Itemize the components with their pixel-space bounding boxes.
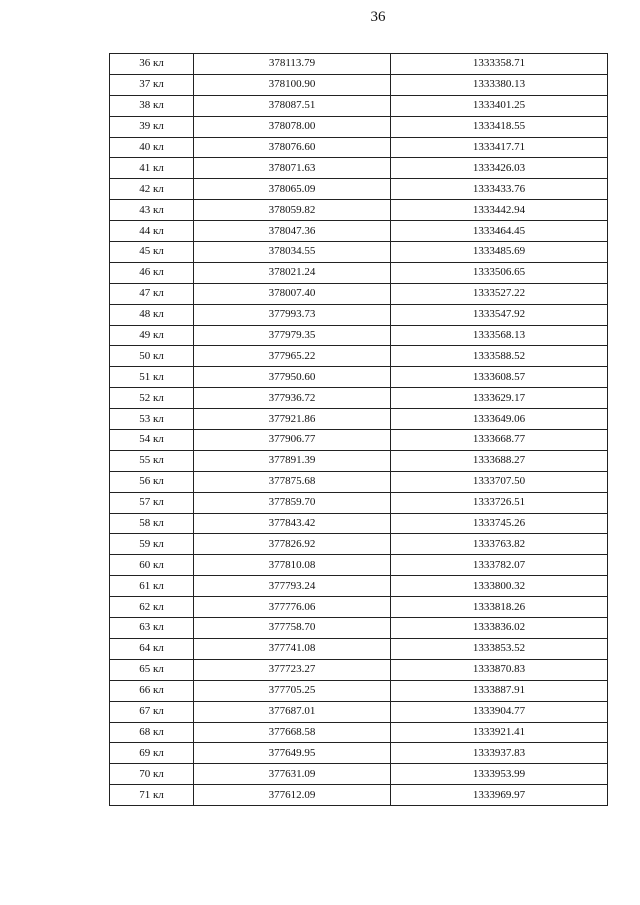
table-row <box>110 95 608 116</box>
point-cell: 47 кл <box>110 283 194 304</box>
x-coordinate-cell: 377723.27 <box>194 659 391 680</box>
table-row <box>110 659 608 680</box>
point-cell: 57 кл <box>110 492 194 513</box>
x-coordinate-cell: 377705.25 <box>194 680 391 701</box>
x-coordinate-cell: 377843.42 <box>194 513 391 534</box>
y-coordinate-cell: 1333380.13 <box>391 74 608 95</box>
point-cell: 55 кл <box>110 450 194 471</box>
table-row <box>110 576 608 597</box>
point-cell: 43 кл <box>110 200 194 221</box>
table-row <box>110 618 608 639</box>
y-coordinate-cell: 1333887.91 <box>391 680 608 701</box>
x-coordinate-cell: 378021.24 <box>194 262 391 283</box>
x-coordinate-cell: 377668.58 <box>194 722 391 743</box>
table-row <box>110 513 608 534</box>
table-row <box>110 534 608 555</box>
y-coordinate-cell: 1333485.69 <box>391 242 608 263</box>
y-coordinate-cell: 1333726.51 <box>391 492 608 513</box>
table-row <box>110 785 608 806</box>
point-cell: 53 кл <box>110 409 194 430</box>
y-coordinate-cell: 1333782.07 <box>391 555 608 576</box>
x-coordinate-cell: 377965.22 <box>194 346 391 367</box>
point-cell: 45 кл <box>110 242 194 263</box>
point-cell: 62 кл <box>110 597 194 618</box>
x-coordinate-cell: 378087.51 <box>194 95 391 116</box>
point-cell: 46 кл <box>110 262 194 283</box>
table-row <box>110 597 608 618</box>
table-row <box>110 283 608 304</box>
y-coordinate-cell: 1333688.27 <box>391 450 608 471</box>
y-coordinate-cell: 1333921.41 <box>391 722 608 743</box>
y-coordinate-cell: 1333818.26 <box>391 597 608 618</box>
y-coordinate-cell: 1333649.06 <box>391 409 608 430</box>
table-row <box>110 74 608 95</box>
point-cell: 39 кл <box>110 116 194 137</box>
table-row <box>110 638 608 659</box>
point-cell: 59 кл <box>110 534 194 555</box>
y-coordinate-cell: 1333547.92 <box>391 304 608 325</box>
table-row <box>110 262 608 283</box>
y-coordinate-cell: 1333707.50 <box>391 471 608 492</box>
x-coordinate-cell: 378076.60 <box>194 137 391 158</box>
point-cell: 69 кл <box>110 743 194 764</box>
y-coordinate-cell: 1333904.77 <box>391 701 608 722</box>
x-coordinate-cell: 377631.09 <box>194 764 391 785</box>
x-coordinate-cell: 378034.55 <box>194 242 391 263</box>
point-cell: 51 кл <box>110 367 194 388</box>
x-coordinate-cell: 378065.09 <box>194 179 391 200</box>
point-cell: 40 кл <box>110 137 194 158</box>
x-coordinate-cell: 377826.92 <box>194 534 391 555</box>
table-row <box>110 242 608 263</box>
y-coordinate-cell: 1333433.76 <box>391 179 608 200</box>
table-row <box>110 116 608 137</box>
x-coordinate-cell: 377891.39 <box>194 450 391 471</box>
y-coordinate-cell: 1333969.97 <box>391 785 608 806</box>
point-cell: 52 кл <box>110 388 194 409</box>
y-coordinate-cell: 1333417.71 <box>391 137 608 158</box>
point-cell: 61 кл <box>110 576 194 597</box>
point-cell: 67 кл <box>110 701 194 722</box>
point-cell: 42 кл <box>110 179 194 200</box>
table-row <box>110 701 608 722</box>
table-row <box>110 325 608 346</box>
x-coordinate-cell: 377875.68 <box>194 471 391 492</box>
y-coordinate-cell: 1333836.02 <box>391 618 608 639</box>
page-number: 36 <box>370 9 386 25</box>
x-coordinate-cell: 378007.40 <box>194 283 391 304</box>
x-coordinate-cell: 377612.09 <box>194 785 391 806</box>
table-row <box>110 346 608 367</box>
y-coordinate-cell: 1333870.83 <box>391 659 608 680</box>
y-coordinate-cell: 1333629.17 <box>391 388 608 409</box>
table-row <box>110 492 608 513</box>
y-coordinate-cell: 1333506.65 <box>391 262 608 283</box>
point-cell: 41 кл <box>110 158 194 179</box>
table-row <box>110 367 608 388</box>
point-cell: 58 кл <box>110 513 194 534</box>
table-row <box>110 54 608 75</box>
y-coordinate-cell: 1333358.71 <box>391 54 608 75</box>
table-row <box>110 137 608 158</box>
x-coordinate-cell: 377859.70 <box>194 492 391 513</box>
y-coordinate-cell: 1333464.45 <box>391 221 608 242</box>
point-cell: 60 кл <box>110 555 194 576</box>
point-cell: 64 кл <box>110 638 194 659</box>
table-row <box>110 555 608 576</box>
point-cell: 65 кл <box>110 659 194 680</box>
x-coordinate-cell: 378078.00 <box>194 116 391 137</box>
table-row <box>110 409 608 430</box>
x-coordinate-cell: 378100.90 <box>194 74 391 95</box>
table-row <box>110 722 608 743</box>
table-row <box>110 743 608 764</box>
point-cell: 44 кл <box>110 221 194 242</box>
y-coordinate-cell: 1333608.57 <box>391 367 608 388</box>
table-row <box>110 200 608 221</box>
y-coordinate-cell: 1333668.77 <box>391 430 608 451</box>
y-coordinate-cell: 1333745.26 <box>391 513 608 534</box>
x-coordinate-cell: 377687.01 <box>194 701 391 722</box>
x-coordinate-cell: 377979.35 <box>194 325 391 346</box>
point-cell: 38 кл <box>110 95 194 116</box>
point-cell: 63 кл <box>110 618 194 639</box>
table-row <box>110 450 608 471</box>
y-coordinate-cell: 1333800.32 <box>391 576 608 597</box>
x-coordinate-cell: 377950.60 <box>194 367 391 388</box>
table-row <box>110 179 608 200</box>
x-coordinate-cell: 377921.86 <box>194 409 391 430</box>
point-cell: 71 кл <box>110 785 194 806</box>
y-coordinate-cell: 1333442.94 <box>391 200 608 221</box>
x-coordinate-cell: 378047.36 <box>194 221 391 242</box>
y-coordinate-cell: 1333937.83 <box>391 743 608 764</box>
table-row <box>110 221 608 242</box>
y-coordinate-cell: 1333763.82 <box>391 534 608 555</box>
x-coordinate-cell: 377993.73 <box>194 304 391 325</box>
x-coordinate-cell: 377741.08 <box>194 638 391 659</box>
point-cell: 37 кл <box>110 74 194 95</box>
table-row <box>110 430 608 451</box>
point-cell: 48 кл <box>110 304 194 325</box>
y-coordinate-cell: 1333426.03 <box>391 158 608 179</box>
table-row <box>110 388 608 409</box>
x-coordinate-cell: 377776.06 <box>194 597 391 618</box>
x-coordinate-cell: 378113.79 <box>194 54 391 75</box>
table-row <box>110 158 608 179</box>
point-cell: 68 кл <box>110 722 194 743</box>
y-coordinate-cell: 1333527.22 <box>391 283 608 304</box>
point-cell: 56 кл <box>110 471 194 492</box>
y-coordinate-cell: 1333588.52 <box>391 346 608 367</box>
point-cell: 36 кл <box>110 54 194 75</box>
x-coordinate-cell: 377936.72 <box>194 388 391 409</box>
x-coordinate-cell: 377649.95 <box>194 743 391 764</box>
table-row <box>110 680 608 701</box>
table-row <box>110 764 608 785</box>
y-coordinate-cell: 1333853.52 <box>391 638 608 659</box>
coordinates-table-body <box>110 54 608 806</box>
y-coordinate-cell: 1333953.99 <box>391 764 608 785</box>
y-coordinate-cell: 1333418.55 <box>391 116 608 137</box>
x-coordinate-cell: 377758.70 <box>194 618 391 639</box>
point-cell: 50 кл <box>110 346 194 367</box>
table-row <box>110 471 608 492</box>
point-cell: 70 кл <box>110 764 194 785</box>
point-cell: 54 кл <box>110 430 194 451</box>
y-coordinate-cell: 1333568.13 <box>391 325 608 346</box>
x-coordinate-cell: 377906.77 <box>194 430 391 451</box>
x-coordinate-cell: 378059.82 <box>194 200 391 221</box>
point-cell: 49 кл <box>110 325 194 346</box>
coordinates-table <box>109 53 608 806</box>
x-coordinate-cell: 377793.24 <box>194 576 391 597</box>
x-coordinate-cell: 377810.08 <box>194 555 391 576</box>
point-cell: 66 кл <box>110 680 194 701</box>
x-coordinate-cell: 378071.63 <box>194 158 391 179</box>
y-coordinate-cell: 1333401.25 <box>391 95 608 116</box>
table-row <box>110 304 608 325</box>
